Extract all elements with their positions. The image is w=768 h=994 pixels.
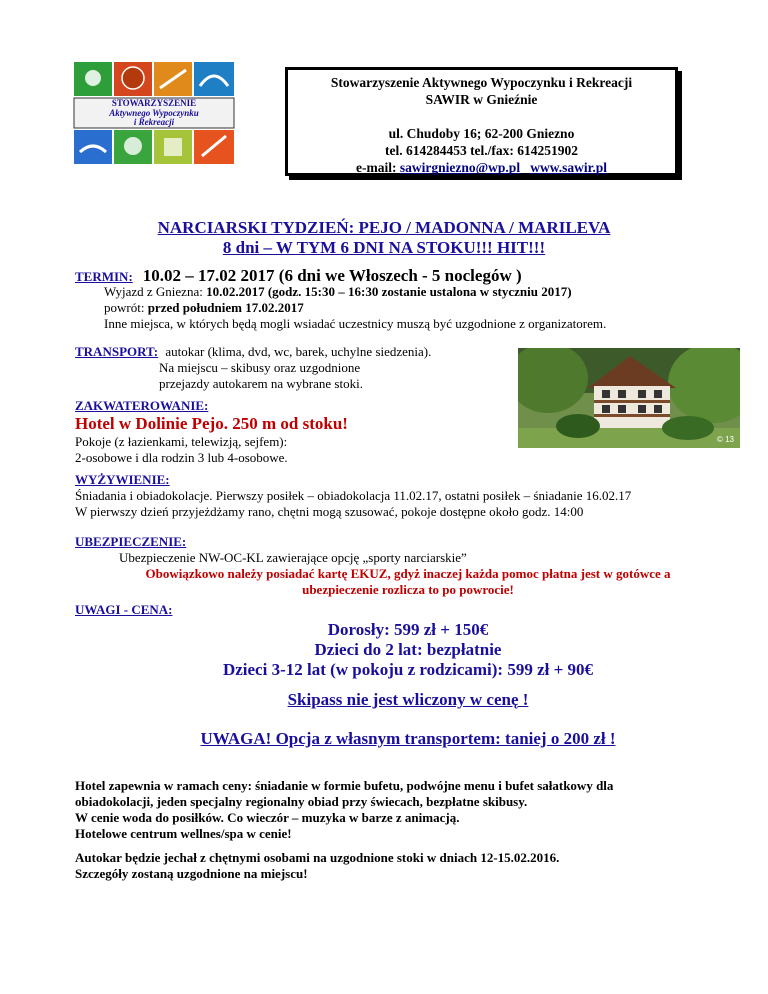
transport-line2: Na miejscu – skibusy oraz uzgodnione — [159, 360, 361, 375]
offer-title-line2: 8 dni – W TYM 6 DNI NA STOKU!!! HIT!!! — [222, 238, 546, 257]
org-phones: tel. 614284453 tel./fax: 614251902 — [384, 143, 579, 158]
price-label: UWAGI - CENA: — [75, 602, 173, 617]
insurance-warning1: Obowiązkowo należy posiadać kartę EKUZ, gdyż inaczej każda pomoc płatna jest w gotówce a — [145, 566, 671, 581]
price-kids-under2: Dzieci do 2 lat: bezpłatnie — [314, 640, 502, 659]
termin-label: TERMIN: — [75, 269, 133, 284]
termin-details — [104, 284, 606, 332]
org-short-name: SAWIR w Gnieźnie — [425, 92, 538, 107]
logo-text-1: STOWARZYSZENIE — [111, 98, 197, 108]
website-link[interactable]: www.sawir.pl — [530, 160, 607, 175]
hotel-info-line3: W cenie woda do posiłków. Co wieczór – muzyka w barze z animacją. — [75, 810, 460, 825]
offer-title — [0, 218, 768, 258]
hotel-info-line4: Hotelowe centrum wellnes/spa w cenie! — [75, 826, 292, 841]
meals-label: WYŻYWIENIE: — [75, 472, 170, 487]
price-block — [24, 620, 768, 680]
own-transport-option: UWAGA! Opcja z własnym transportem: taniej o 200 zł ! — [200, 729, 616, 748]
skipass-note: Skipass nie jest wliczony w cenę ! — [287, 690, 529, 709]
transport-line3: przejazdy autokarem na wybrane stoki. — [159, 376, 363, 391]
hotel-info — [75, 778, 613, 842]
bus-info-line1: Autokar będzie jechał z chętnymi osobami na uzgodnione stoki w dniach 12-15.02.2016. — [75, 850, 560, 865]
org-address: ul. Chudoby 16; 62-200 Gniezno — [388, 126, 575, 141]
hotel-highlight: Hotel w Dolinie Pejo. 250 m od stoku! — [75, 414, 348, 433]
insurance-section — [75, 534, 467, 566]
logo-text-2: Aktywnego Wypoczynku — [109, 107, 199, 118]
transport-label: TRANSPORT: — [75, 344, 159, 359]
insurance-warning — [24, 566, 768, 598]
rooms-line1: Pokoje (z łazienkami, telewizją, sejfem): — [75, 434, 288, 449]
insurance-warning2: ubezpieczenie rozlicza to po powrocie! — [302, 582, 514, 597]
bus-info — [75, 850, 559, 882]
hotel-info-line1: Hotel zapewnia w ramach ceny: śniadanie w formie bufetu, podwójne menu i bufet sałatkowy dla — [75, 778, 614, 793]
insurance-line1: Ubezpieczenie NW-OC-KL zawierające opcję „sporty narciarskie” — [119, 550, 467, 565]
price-adult: Dorosły: 599 zł + 150€ — [327, 620, 489, 639]
meals-line1: Śniadania i obiadokolacje. Pierwszy posiłek – obiadokolacja 11.02.17, ostatni posiłek – śniadanie 16.02.17 — [75, 488, 632, 503]
hotel-info-line2: obiadokolacji, jeden specjalny regionalny obiad przy świecach, bezpłatne skibusy. — [75, 794, 528, 809]
termin-dates: 10.02 – 17.02 2017 (6 dni we Włoszech - 5 noclegów ) — [142, 266, 522, 285]
transport-line1: autokar (klima, dvd, wc, barek, uchylne siedzenia). — [165, 344, 432, 359]
termin-section — [75, 266, 522, 286]
pickup-note: Inne miejsca, w których będą mogli wsiadać uczestnicy muszą być uzgodnione z organizatorem. — [104, 316, 607, 331]
meals-line2: W pierwszy dzień przyjeżdżamy rano, chętni mogą szusować, pokoje dostępne około godz. 14:00 — [75, 504, 584, 519]
transport-details — [159, 360, 363, 392]
bus-info-line2: Szczegóły zostaną uzgodnione na miejscu! — [75, 866, 308, 881]
association-logo — [70, 60, 238, 166]
accommodation-label: ZAKWATEROWANIE: — [75, 398, 209, 413]
org-contact — [288, 159, 675, 176]
insurance-label: UBEZPIECZENIE: — [75, 534, 187, 549]
rooms-line2: 2-osobowe i dla rodzin 3 lub 4-osobowe. — [75, 450, 288, 465]
meals-section — [75, 472, 631, 520]
transport-section — [75, 344, 431, 360]
logo-text-3: i Rekreacji — [133, 117, 175, 127]
accommodation-section — [75, 398, 348, 466]
price-kids-3-12: Dzieci 3-12 lat (w pokoju z rodzicami): 599 zł + 90€ — [222, 660, 594, 679]
email-link[interactable]: sawirgniezno@wp.pl — [399, 160, 521, 175]
photo-caption: © 13 — [716, 435, 734, 444]
departure-line: Wyjazd z Gniezna: 10.02.2017 (godz. 15:30 – 16:30 zostanie ustalona w styczniu 2017) — [104, 284, 572, 299]
hotel-photo — [518, 348, 740, 448]
offer-title-line1: NARCIARSKI TYDZIEŃ: PEJO / MADONNA / MARILEVA — [157, 218, 611, 237]
org-name: Stowarzyszenie Aktywnego Wypoczynku i Rekreacji — [330, 75, 633, 90]
return-line: powrót: przed południem 17.02.2017 — [104, 300, 304, 315]
email-label: e-mail: — [356, 160, 400, 175]
organization-header — [285, 67, 678, 176]
